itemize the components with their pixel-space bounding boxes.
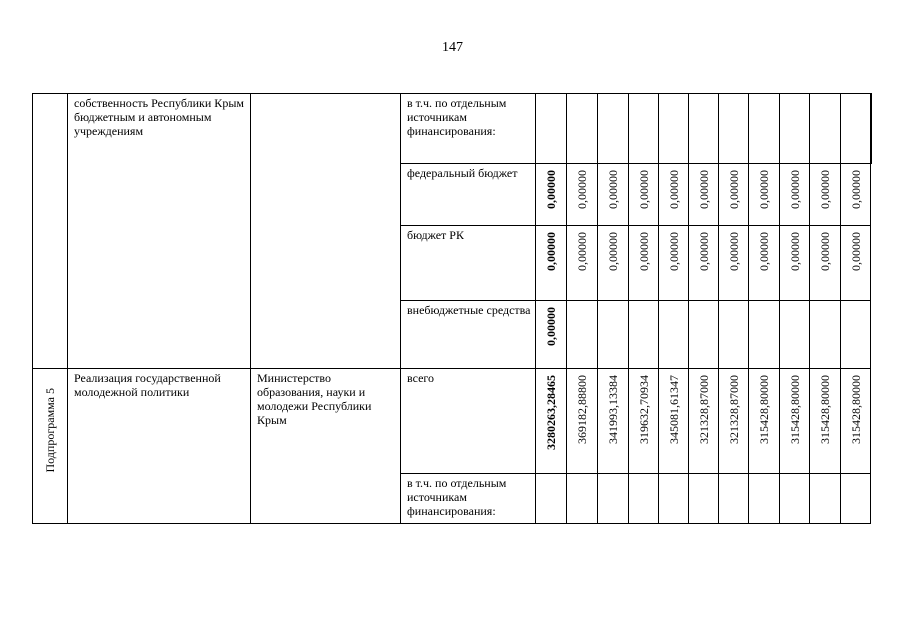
source-label: федеральный бюджет xyxy=(407,166,518,180)
year-value: 0,00000 xyxy=(848,232,863,271)
year-cell xyxy=(659,474,689,524)
source-cell xyxy=(401,226,536,301)
year-cell xyxy=(629,226,659,301)
year-cell xyxy=(689,164,719,226)
total-cell xyxy=(536,474,567,524)
total-cell xyxy=(536,369,567,474)
year-cell xyxy=(598,94,629,164)
year-cell xyxy=(659,94,689,164)
source-label: в т.ч. по отдельным источникам финансирования: xyxy=(407,476,507,518)
year-value: 0,00000 xyxy=(606,170,620,209)
source-cell xyxy=(401,474,536,524)
year-cell xyxy=(749,474,780,524)
year-cell xyxy=(659,226,689,301)
year-value: 0,00000 xyxy=(696,232,711,271)
total-value: 0,00000 xyxy=(544,307,558,346)
year-cell xyxy=(810,226,841,301)
year-cell xyxy=(598,369,629,474)
year-cell xyxy=(659,369,689,474)
measure-name: собственность Республики Крым бюджетным и автономным учреждениям xyxy=(74,96,244,138)
year-cell xyxy=(659,164,689,226)
year-value: 0,00000 xyxy=(818,170,832,209)
year-cell xyxy=(629,94,659,164)
table-row xyxy=(33,369,872,474)
year-value: 321328,87000 xyxy=(726,375,741,444)
year-value: 0,00000 xyxy=(606,232,620,271)
total-value: 0,00000 xyxy=(544,170,558,209)
year-value: 0,00000 xyxy=(696,170,711,209)
total-value: 3280263,28465 xyxy=(544,375,558,450)
year-cell xyxy=(689,226,719,301)
year-cell xyxy=(689,94,719,164)
total-cell xyxy=(536,94,567,164)
source-cell xyxy=(401,301,536,369)
source-cell xyxy=(401,164,536,226)
measure-name: Реализация государственной молодежной политики xyxy=(74,371,221,399)
year-cell xyxy=(719,94,749,164)
year-cell xyxy=(749,164,780,226)
year-cell xyxy=(598,164,629,226)
year-cell xyxy=(719,474,749,524)
year-cell xyxy=(780,164,810,226)
year-cell xyxy=(841,301,871,369)
year-cell xyxy=(567,226,598,301)
year-cell xyxy=(719,164,749,226)
executor-name: Министерство образования, науки и молодежи Республики Крым xyxy=(257,371,372,427)
year-value: 0,00000 xyxy=(787,170,802,209)
year-cell xyxy=(749,226,780,301)
year-value: 319632,70934 xyxy=(636,375,651,444)
total-cell xyxy=(536,226,567,301)
year-value: 0,00000 xyxy=(666,170,681,209)
year-cell xyxy=(659,301,689,369)
year-cell xyxy=(841,164,871,226)
program-cell xyxy=(33,369,68,524)
year-value: 0,00000 xyxy=(575,232,589,271)
year-cell xyxy=(780,226,810,301)
year-cell xyxy=(871,94,872,164)
year-value: 0,00000 xyxy=(726,170,741,209)
budget-table xyxy=(32,93,872,524)
year-cell xyxy=(598,474,629,524)
year-cell xyxy=(629,164,659,226)
source-label: в т.ч. по отдельным источникам финансирования: xyxy=(407,96,507,138)
program-cell-empty xyxy=(33,94,68,369)
year-value: 315428,80000 xyxy=(818,375,832,444)
year-cell xyxy=(719,301,749,369)
year-value: 0,00000 xyxy=(757,232,771,271)
year-value: 315428,80000 xyxy=(757,375,771,444)
year-cell xyxy=(749,369,780,474)
year-cell xyxy=(810,94,841,164)
source-label: бюджет РК xyxy=(407,228,464,242)
year-value: 315428,80000 xyxy=(848,375,863,444)
year-cell xyxy=(719,369,749,474)
year-value: 0,00000 xyxy=(757,170,771,209)
measure-name-cell xyxy=(68,369,251,524)
year-value: 341993,13384 xyxy=(606,375,620,444)
year-cell xyxy=(810,474,841,524)
year-cell xyxy=(749,94,780,164)
year-value: 0,00000 xyxy=(726,232,741,271)
year-cell xyxy=(689,369,719,474)
year-cell xyxy=(567,301,598,369)
year-value: 315428,80000 xyxy=(787,375,802,444)
year-cell xyxy=(719,226,749,301)
year-cell xyxy=(780,94,810,164)
year-value: 0,00000 xyxy=(818,232,832,271)
year-cell xyxy=(629,301,659,369)
year-cell xyxy=(598,301,629,369)
executor-cell-empty xyxy=(251,94,401,369)
year-cell xyxy=(841,369,871,474)
year-value: 0,00000 xyxy=(636,232,651,271)
source-cell xyxy=(401,94,536,164)
year-value: 0,00000 xyxy=(848,170,863,209)
year-value: 321328,87000 xyxy=(696,375,711,444)
year-value: 0,00000 xyxy=(636,170,651,209)
year-cell xyxy=(841,226,871,301)
year-cell xyxy=(780,369,810,474)
year-cell xyxy=(810,164,841,226)
year-cell xyxy=(780,474,810,524)
year-cell xyxy=(567,164,598,226)
table-row xyxy=(33,94,872,164)
year-value: 345081,61347 xyxy=(666,375,681,444)
year-cell xyxy=(749,301,780,369)
total-cell xyxy=(536,301,567,369)
source-cell xyxy=(401,369,536,474)
year-value: 0,00000 xyxy=(666,232,681,271)
year-value: 369182,88800 xyxy=(575,375,589,444)
year-cell xyxy=(841,94,871,164)
year-cell xyxy=(629,369,659,474)
year-cell xyxy=(810,301,841,369)
year-cell xyxy=(567,369,598,474)
executor-cell xyxy=(251,369,401,524)
total-cell xyxy=(536,164,567,226)
source-label: внебюджетные средства xyxy=(407,303,531,317)
year-cell xyxy=(841,474,871,524)
source-label: всего xyxy=(407,371,435,385)
program-label: Подпрограмма 5 xyxy=(43,388,57,473)
year-cell xyxy=(567,94,598,164)
year-cell xyxy=(780,301,810,369)
year-value: 0,00000 xyxy=(787,232,802,271)
year-cell xyxy=(567,474,598,524)
page-number: 147 xyxy=(442,40,463,55)
year-cell xyxy=(629,474,659,524)
measure-name-cell xyxy=(68,94,251,369)
year-cell xyxy=(689,474,719,524)
year-cell xyxy=(598,226,629,301)
year-cell xyxy=(689,301,719,369)
total-value: 0,00000 xyxy=(544,232,558,271)
year-value: 0,00000 xyxy=(575,170,589,209)
year-cell xyxy=(810,369,841,474)
